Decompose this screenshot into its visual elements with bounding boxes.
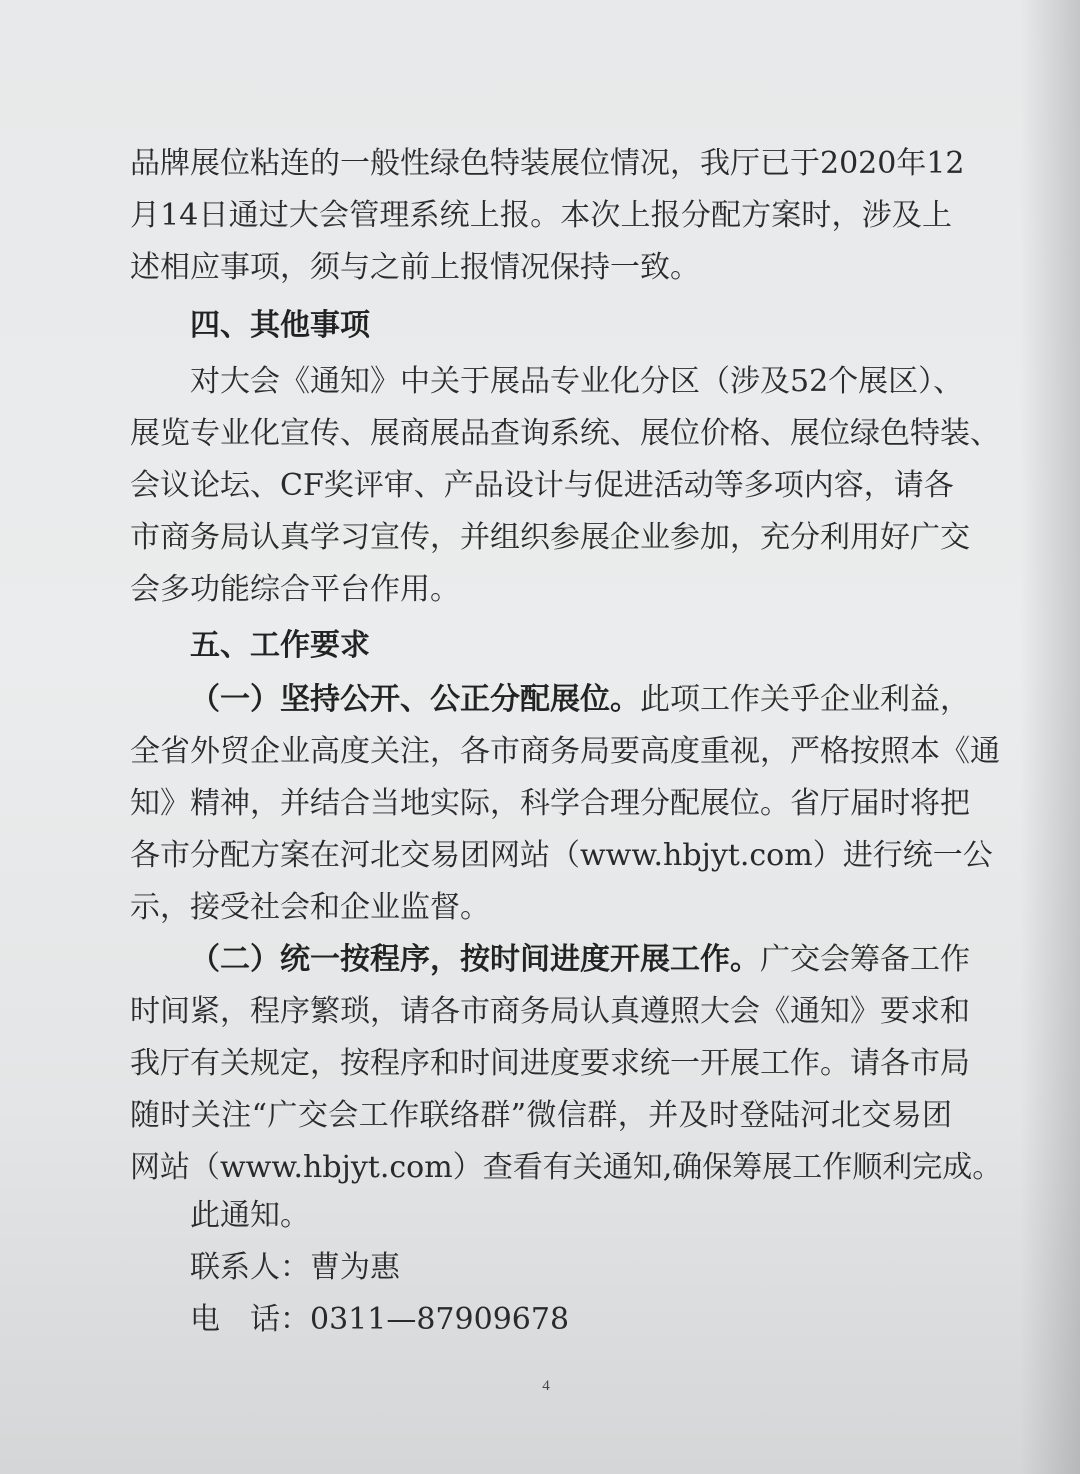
- paragraph-continuation: [130, 138, 965, 294]
- text-line: 网站（www.hbjyt.com）查看有关通知,确保筹展工作顺利完成。: [130, 1150, 1003, 1185]
- requirement-item-2: [130, 934, 1003, 1194]
- text-line: 我厅有关规定，按程序和时间进度要求统一开展工作。请各市局: [130, 1046, 970, 1081]
- text-line: 时间紧，程序繁琐，请各市商务局认真遵照大会《通知》要求和: [130, 994, 970, 1029]
- page-shadow: [1020, 0, 1080, 1474]
- text-line: 对大会《通知》中关于展品专业化分区（涉及52个展区）、: [190, 364, 964, 399]
- text-line: [130, 934, 970, 986]
- text-line: 示，接受社会和企业监督。: [130, 890, 490, 925]
- contact-label: 联系人：: [190, 1250, 310, 1285]
- text-line: 会多功能综合平台作用。: [130, 572, 460, 607]
- heading-text: 四、其他事项: [190, 308, 370, 343]
- text-line: 知》精神，并结合当地实际，科学合理分配展位。省厅届时将把: [130, 786, 970, 821]
- page-number: 4: [542, 1378, 550, 1394]
- contact-line: [130, 1242, 952, 1294]
- closing-block: [130, 1190, 952, 1346]
- section-heading-other: [130, 300, 952, 352]
- text-line: 展览专业化宣传、展商展品查询系统、展位价格、展位绿色特装、: [130, 416, 1000, 451]
- phone-number: 0311—87909678: [310, 1302, 570, 1337]
- text-line: [130, 674, 970, 726]
- item-text: 此项工作关乎企业利益，: [640, 682, 970, 717]
- item-text: 广交会筹备工作: [760, 942, 970, 977]
- text-line: 月14日通过大会管理系统上报。本次上报分配方案时，涉及上: [130, 198, 952, 233]
- text-line: 随时关注“广交会工作联络群”微信群，并及时登陆河北交易团: [130, 1098, 952, 1133]
- closing-text: 此通知。: [190, 1198, 310, 1233]
- text-line: 品牌展位粘连的一般性绿色特装展位情况，我厅已于2020年12: [130, 146, 965, 181]
- paragraph-other-matters: [130, 356, 1000, 616]
- item-title: （二）统一按程序，按时间进度开展工作。: [190, 942, 760, 977]
- text-line: 市商务局认真学习宣传，并组织参展企业参加，充分利用好广交: [130, 520, 970, 555]
- text-line: 全省外贸企业高度关注，各市商务局要高度重视，严格按照本《通: [130, 734, 1000, 769]
- section-heading-requirements: [130, 620, 952, 672]
- item-title: （一）坚持公开、公正分配展位。: [190, 682, 640, 717]
- phone-label: 电 话：: [190, 1302, 310, 1337]
- contact-name: 曹为惠: [310, 1250, 400, 1285]
- phone-line: [130, 1294, 952, 1346]
- text-line: 各市分配方案在河北交易团网站（www.hbjyt.com）进行统一公: [130, 838, 993, 873]
- text-line: 会议论坛、CF奖评审、产品设计与促进活动等多项内容，请各: [130, 468, 954, 503]
- heading-text: 五、工作要求: [190, 628, 370, 663]
- requirement-item-1: [130, 674, 1000, 934]
- text-line: 述相应事项，须与之前上报情况保持一致。: [130, 250, 700, 285]
